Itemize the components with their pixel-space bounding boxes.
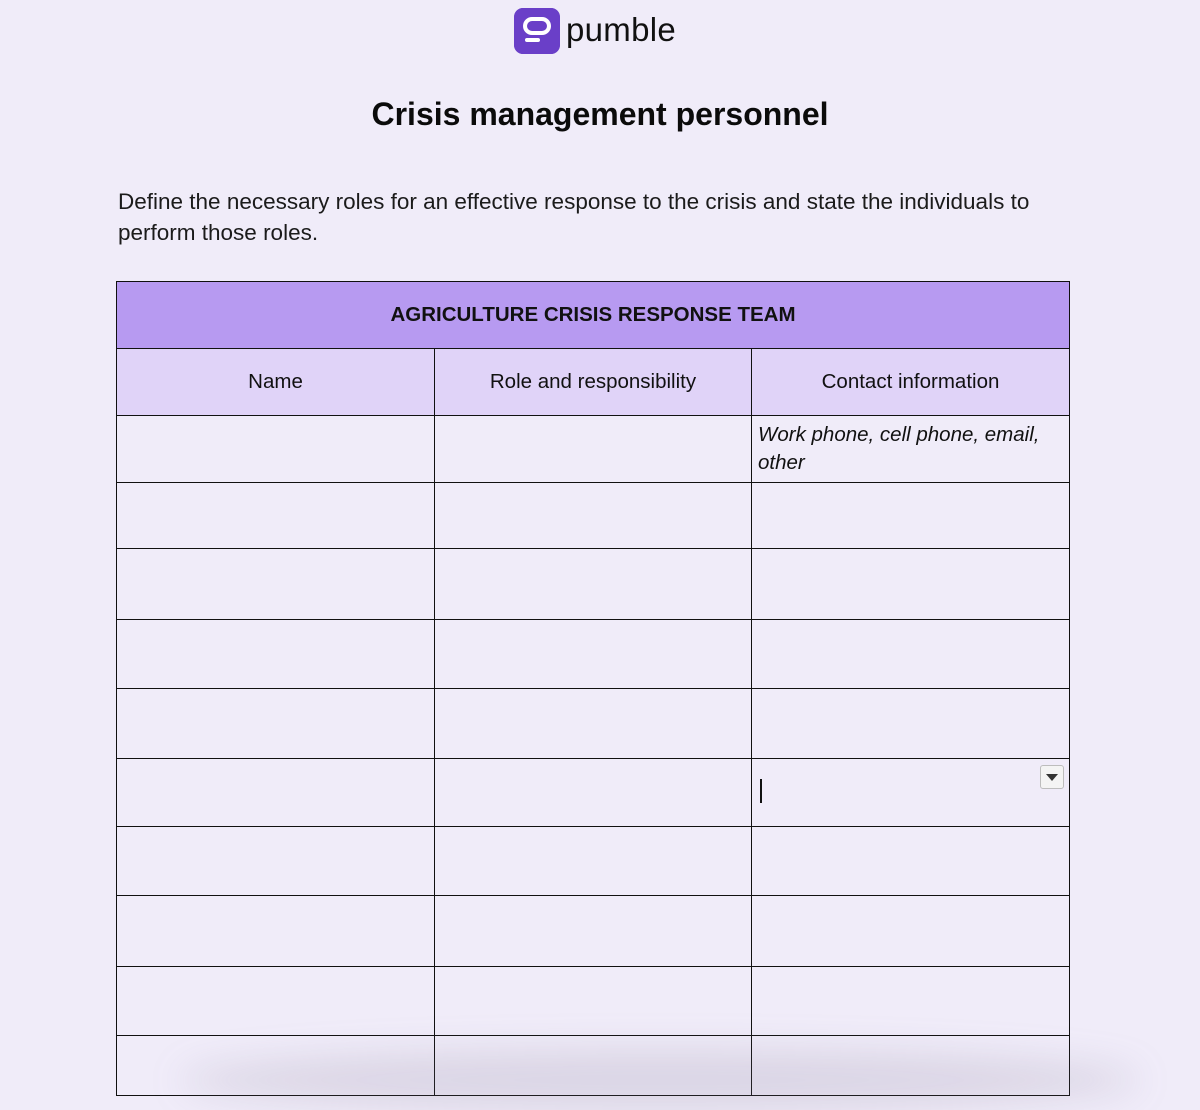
name-cell[interactable] [117, 827, 435, 896]
name-cell[interactable] [117, 689, 435, 759]
role-cell[interactable] [435, 549, 752, 620]
name-cell[interactable] [117, 967, 435, 1036]
name-cell[interactable] [117, 416, 435, 483]
contact-cell[interactable] [752, 896, 1070, 967]
name-cell[interactable] [117, 620, 435, 689]
role-cell[interactable] [435, 483, 752, 549]
name-cell[interactable] [117, 896, 435, 967]
contact-cell[interactable] [752, 483, 1070, 549]
intro-text: Define the necessary roles for an effective response to the crisis and state the individuals to perform those roles. [118, 189, 1030, 245]
column-header-name: Name [117, 349, 435, 416]
contact-hint: Work phone, cell phone, email, other [758, 423, 1040, 474]
contact-cell[interactable] [752, 827, 1070, 896]
table-row [117, 483, 1070, 549]
table-header-row [117, 349, 1070, 416]
table-row [117, 1036, 1070, 1096]
contact-cell[interactable] [752, 549, 1070, 620]
name-cell[interactable] [117, 1036, 435, 1096]
name-cell[interactable] [117, 483, 435, 549]
table-row [117, 416, 1070, 483]
table-row [117, 689, 1070, 759]
table-row [117, 896, 1070, 967]
table-title: AGRICULTURE CRISIS RESPONSE TEAM [117, 282, 1070, 349]
table-row [117, 549, 1070, 620]
dropdown-arrow-icon[interactable] [1040, 765, 1064, 789]
crisis-response-team-table [116, 281, 1070, 1096]
contact-cell[interactable] [752, 416, 1070, 483]
table-row [117, 759, 1070, 827]
table-title-row [117, 282, 1070, 349]
role-cell[interactable] [435, 689, 752, 759]
role-cell[interactable] [435, 416, 752, 483]
role-cell[interactable] [435, 759, 752, 827]
contact-cell[interactable] [752, 967, 1070, 1036]
text-cursor [760, 779, 762, 803]
contact-cell[interactable] [752, 620, 1070, 689]
table-row [117, 967, 1070, 1036]
name-cell[interactable] [117, 759, 435, 827]
brand [514, 8, 676, 54]
role-cell[interactable] [435, 896, 752, 967]
role-cell[interactable] [435, 620, 752, 689]
role-cell[interactable] [435, 827, 752, 896]
table-row [117, 620, 1070, 689]
column-header-role: Role and responsibility [435, 349, 752, 416]
role-cell[interactable] [435, 967, 752, 1036]
contact-cell[interactable] [752, 1036, 1070, 1096]
column-header-contact: Contact information [752, 349, 1070, 416]
role-cell[interactable] [435, 1036, 752, 1096]
name-cell[interactable] [117, 549, 435, 620]
page-title: Crisis management personnel [371, 96, 829, 132]
contact-cell-active[interactable] [752, 759, 1070, 827]
table-row [117, 827, 1070, 896]
brand-name: pumble [566, 10, 677, 48]
contact-cell[interactable] [752, 689, 1070, 759]
pumble-logo-icon [514, 8, 560, 54]
